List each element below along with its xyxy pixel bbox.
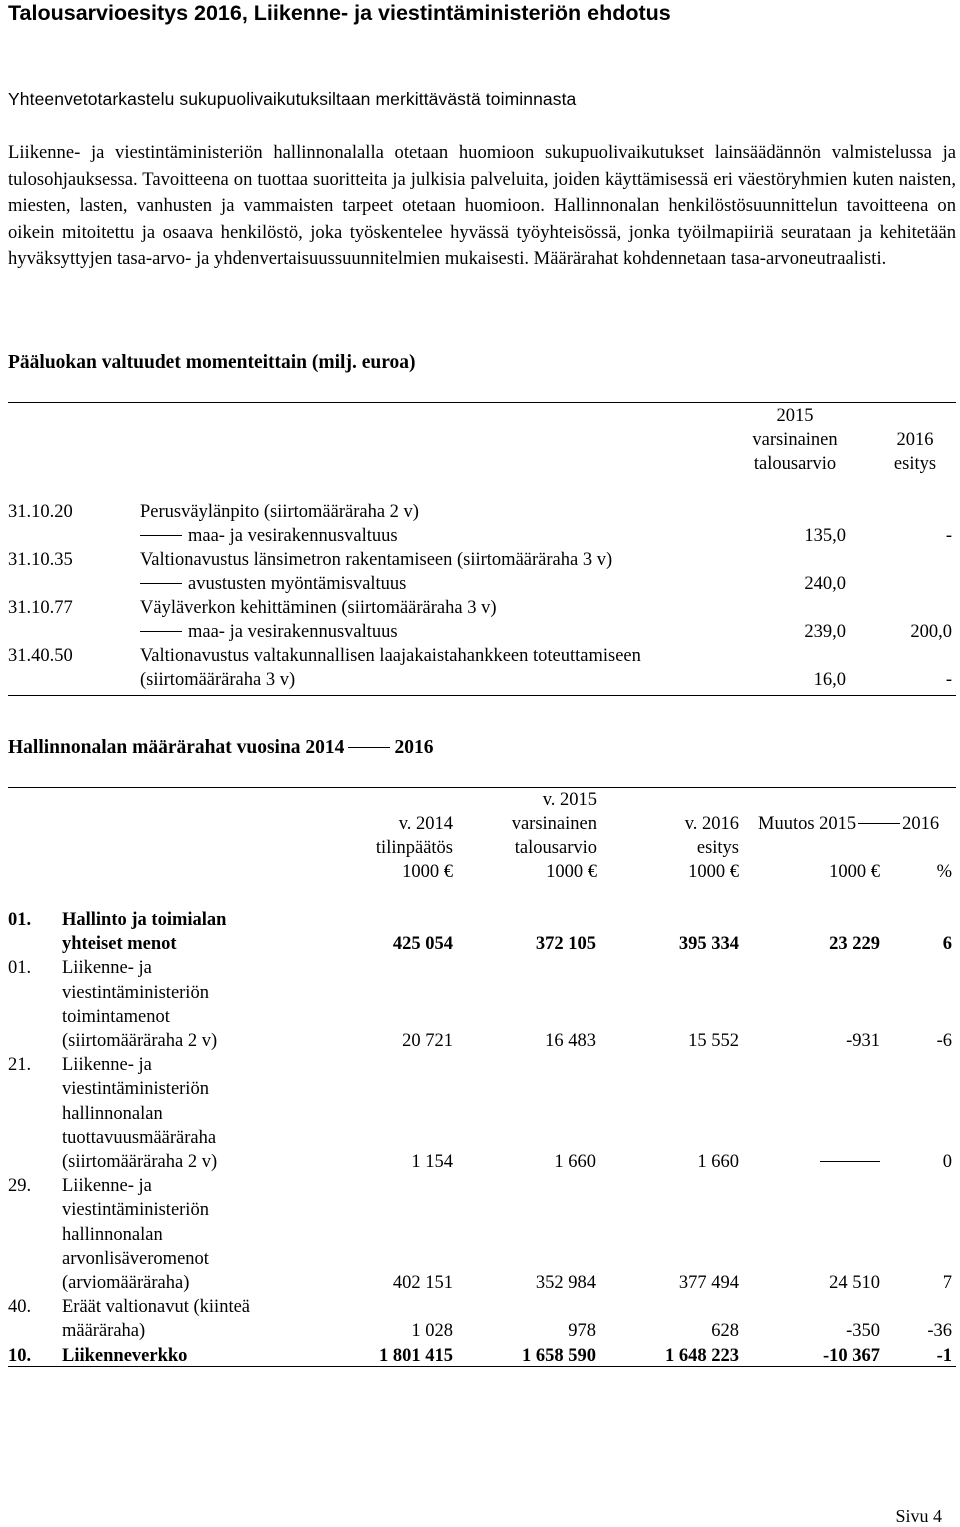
- table1-row-code: 31.10.77: [8, 598, 73, 618]
- table2-row-2015-value: 372 105: [535, 934, 596, 955]
- table1-row-2016-value: 200,0: [910, 622, 952, 642]
- table2-header-change-unit: 1000 €: [829, 862, 880, 882]
- table2-row-2015-value: 1 660: [554, 1152, 596, 1172]
- table2-row-2014-value: 1 028: [411, 1321, 453, 1342]
- table2-row-label-line: määräraha): [62, 1321, 146, 1342]
- table2-row-2015-value: 1 658 590: [522, 1345, 596, 1366]
- table2-row-2016-value: 395 334: [678, 934, 739, 955]
- table2-row-label-line: toimintamenot: [62, 1006, 170, 1027]
- table1-row-2015-value: 16,0: [813, 670, 846, 690]
- table2-row-2016-value: 628: [711, 1321, 739, 1342]
- table2-row-2014-value: 20 721: [402, 1031, 453, 1051]
- table2-header-2016: v. 2016 esitys 1000 €: [684, 814, 739, 882]
- table2-row-label-line: (siirtomääräraha 2 v): [62, 1031, 218, 1051]
- table1-top-rule: [8, 402, 956, 403]
- table2-row-2014-value: 425 054: [392, 934, 453, 955]
- en-dash-rule: [140, 535, 182, 536]
- table1-bottom-rule: [8, 695, 956, 696]
- table2-row-2014-value: 1 801 415: [379, 1345, 453, 1366]
- table1-row-code: 31.40.50: [8, 646, 73, 666]
- table2-row-number: 10.: [8, 1345, 32, 1366]
- page-title: Talousarvioesitys 2016, Liikenne- ja viestintäministeriön ehdotus: [8, 1, 671, 25]
- table2-row-2015-value: 16 483: [545, 1031, 596, 1051]
- table2-header-2014: v. 2014 tilinpäätös 1000 €: [375, 814, 453, 882]
- table1-row-2016-value: -: [945, 526, 952, 546]
- table1-row-2015-value: 135,0: [804, 526, 846, 546]
- table2-row-number: 40.: [8, 1297, 32, 1318]
- table2-row-2014-value: 402 151: [392, 1273, 453, 1293]
- table2-row-change-value: -931: [846, 1031, 880, 1051]
- table2-header-2015: v. 2015 varsinainen talousarvio 1000 €: [511, 790, 597, 882]
- table2-row-label-line: hallinnonalan: [62, 1224, 163, 1245]
- table2-row-2014-value: 1 154: [411, 1152, 453, 1172]
- table2-row-pct-value: -36: [927, 1321, 952, 1342]
- table2-row-label-line: viestintäministeriön: [62, 1079, 209, 1100]
- table2-row-label-line: viestintäministeriön: [62, 982, 209, 1003]
- table2-row-2016-value: 1 648 223: [665, 1345, 739, 1366]
- table2-row-label-line: arvonlisäveromenot: [62, 1248, 209, 1269]
- table2-row-number: 01.: [8, 958, 32, 979]
- en-dash-rule: [858, 823, 900, 824]
- table2-row-number: 01.: [8, 910, 32, 930]
- table2-row-pct-value: -6: [936, 1031, 952, 1051]
- table1-row-subtitle: (siirtomääräraha 3 v): [140, 670, 296, 690]
- table2-row-change-value: 23 229: [829, 934, 880, 955]
- table2-row-label-line: Liikenne- ja: [62, 1176, 152, 1197]
- section-subtitle: Yhteenvetotarkastelu sukupuolivaikutuksiltaan merkittävästä toiminnasta: [8, 89, 577, 109]
- table1-row-subtitle: maa- ja vesirakennusvaltuus: [140, 524, 398, 548]
- table1-heading: Pääluokan valtuudet momenteittain (milj. euroa): [8, 352, 416, 373]
- table2-row-2016-value: 1 660: [697, 1152, 739, 1172]
- table2-row-label-line: Liikenne- ja: [62, 958, 152, 979]
- table2-row-label-line: Eräät valtionavut (kiinteä: [62, 1297, 251, 1318]
- table2-row-change-value: [780, 1150, 880, 1174]
- table2-heading: Hallinnonalan määrärahat vuosina 2014 2016: [8, 737, 434, 758]
- table2-row-label-line: (siirtomääräraha 2 v): [62, 1152, 218, 1172]
- table2-row-pct-value: 7: [942, 1273, 952, 1293]
- table2-row-label-line: yhteiset menot: [62, 934, 177, 955]
- table2-row-number: 29.: [8, 1176, 32, 1197]
- table2-row-change-value: -10 367: [822, 1345, 880, 1366]
- table2-row-2015-value: 978: [568, 1321, 596, 1342]
- table1-row-subtitle: avustusten myöntämisvaltuus: [140, 572, 406, 596]
- table2-header-pct: %: [936, 862, 952, 882]
- table2-row-label-line: (arviomääräraha): [62, 1273, 190, 1293]
- table2-row-label-line: Liikenneverkko: [62, 1345, 188, 1366]
- table1-row-code: 31.10.20: [8, 502, 73, 522]
- table2-row-label-line: viestintäministeriön: [62, 1200, 209, 1221]
- table1-row-2015-value: 239,0: [804, 622, 846, 642]
- table1-row-subtitle: maa- ja vesirakennusvaltuus: [140, 620, 398, 644]
- table2-header-muutos: Muutos 2015 2016: [758, 814, 940, 834]
- table2-row-2016-value: 15 552: [688, 1031, 739, 1051]
- table1-row-2015-value: 240,0: [804, 574, 846, 594]
- en-dash-rule: [348, 747, 390, 748]
- table2-row-2015-value: 352 984: [535, 1273, 596, 1293]
- en-dash-rule: [140, 583, 182, 584]
- en-dash-rule: [140, 631, 182, 632]
- table1-row-2016-value: -: [945, 670, 952, 690]
- table1-header-2015: 2015 varsinainen talousarvio: [752, 406, 838, 474]
- table1-header-2016: 2016 esitys: [893, 430, 937, 474]
- table2-row-number: 21.: [8, 1055, 32, 1076]
- table1-row-title: Väyläverkon kehittäminen (siirtomääräraha 3 v): [140, 598, 497, 618]
- table1-row-title: Valtionavustus valtakunnallisen laajakaistahankkeen toteuttamiseen: [140, 646, 641, 666]
- table2-bottom-rule: [8, 1366, 956, 1367]
- table2-row-label-line: tuottavuusmääräraha: [62, 1127, 217, 1148]
- table2-row-label-line: Hallinto ja toimialan: [62, 910, 227, 930]
- table1-row-title: Perusväylänpito (siirtomääräraha 2 v): [140, 502, 419, 522]
- body-paragraph: Liikenne- ja viestintäministeriön hallinnonalalla otetaan huomioon sukupuolivaikutukset lainsäädännön valmistelussa ja tulosohjauksessa. Tavoitteena on tuottaa suoritteita ja julkisia palveluita, joiden käyttämisessä eri väestöryhmien kuten naisten, miesten, lasten, vanhusten ja vammaisten tarpeet otetaan huomioon. Hallinnonalan henkilöstösuunnittelun tavoitteena on oikein mitoitettu ja osaava henkilöstö, joka työskentelee hyvässä työyhteisössä, jonka työilmapiiriä seurataan ja kehitetään hyväksyttyjen tasa-arvo- ja yhdenvertaisuussuunnitelmien mukaisesti. Määrärahat kohdennetaan tasa-arvoneutraalisti.: [8, 142, 956, 270]
- table1-row-title: Valtionavustus länsimetron rakentamiseen (siirtomääräraha 3 v): [140, 550, 613, 570]
- table2-row-pct-value: 0: [942, 1152, 952, 1172]
- page-number: Sivu 4: [895, 1506, 942, 1526]
- table2-row-change-value: -350: [846, 1321, 880, 1342]
- table2-row-pct-value: 6: [942, 934, 952, 955]
- en-dash-rule: [820, 1161, 880, 1162]
- table1-row-code: 31.10.35: [8, 550, 73, 570]
- table2-row-label-line: hallinnonalan: [62, 1103, 163, 1124]
- table2-row-2016-value: 377 494: [678, 1273, 739, 1293]
- table2-row-label-line: Liikenne- ja: [62, 1055, 152, 1076]
- table2-row-change-value: 24 510: [829, 1273, 880, 1293]
- table2-row-pct-value: -1: [936, 1345, 952, 1366]
